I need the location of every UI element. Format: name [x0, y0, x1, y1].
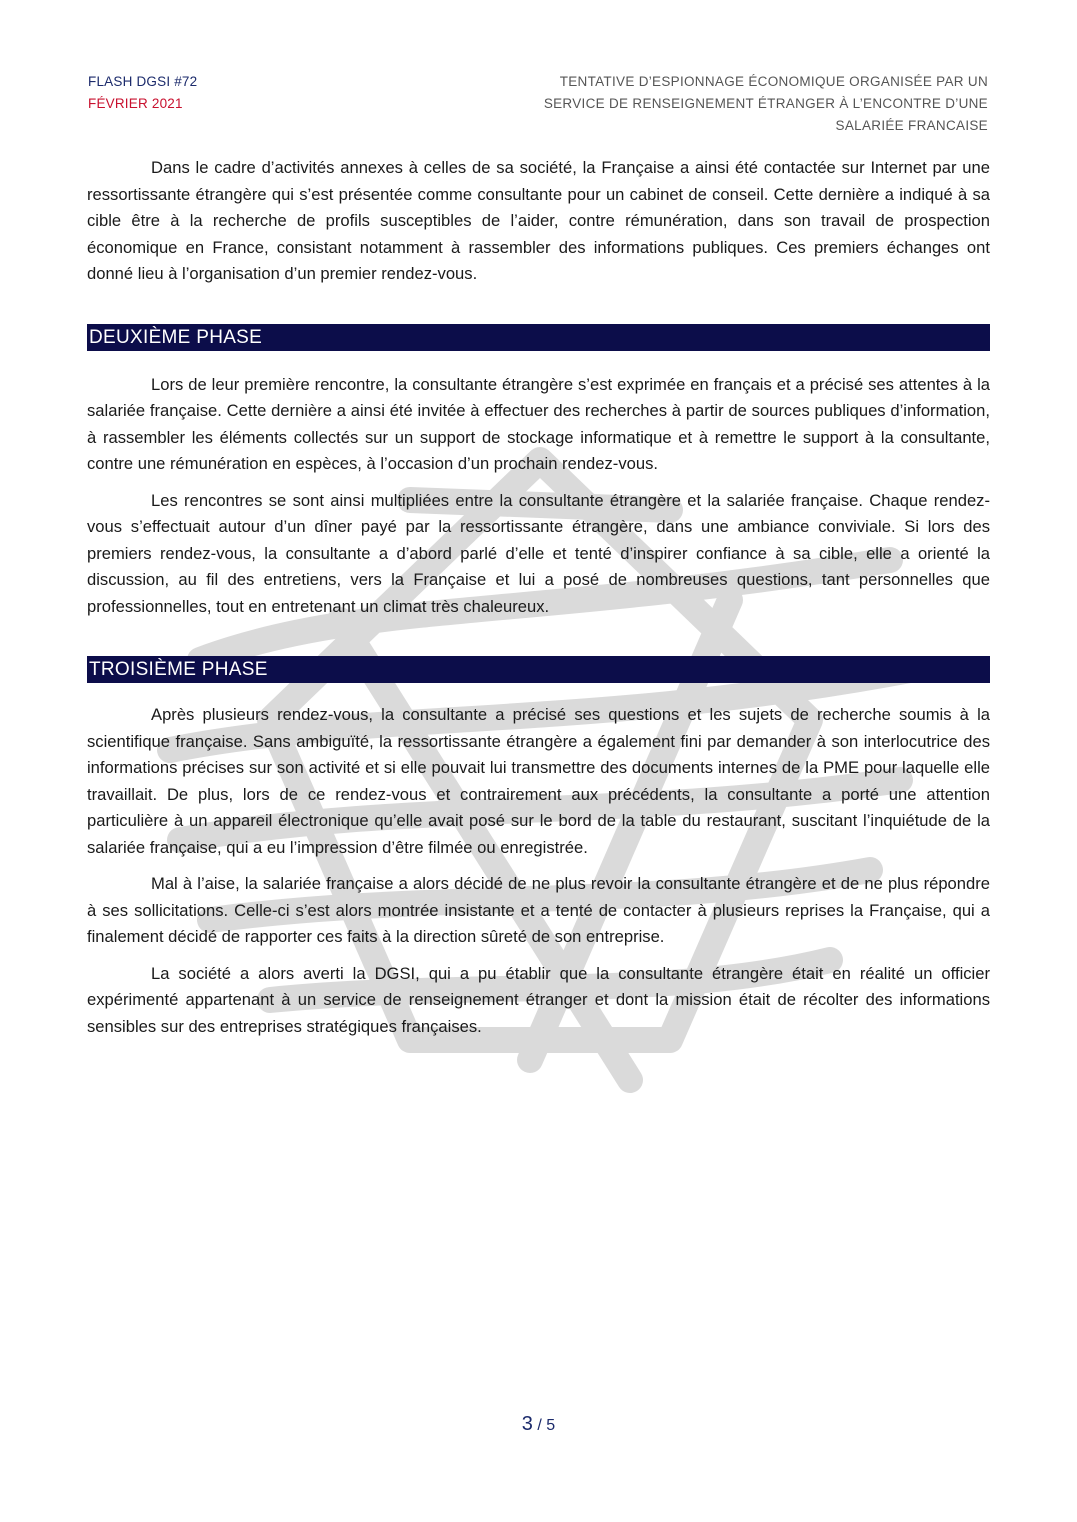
issue-number: FLASH DGSI #72 — [88, 74, 198, 89]
current-page-number: 3 — [521, 1413, 533, 1435]
document-title-line: TENTATIVE D’ESPIONNAGE ÉCONOMIQUE ORGANISÉE PAR UN — [559, 74, 988, 89]
body-paragraph: Mal à l’aise, la salariée française a alors décidé de ne plus revoir la consultante étrangère et de ne plus répondre à ses sollicitations. Celle-ci s’est alors montrée insistante et a tenté de contacter à plusieurs reprises la Française, qui a finalement décidé de rapporter ces faits à la direction sûreté de son entreprise. — [87, 874, 990, 946]
page-number — [0, 1413, 1077, 1436]
header-issue-block — [88, 71, 197, 115]
section-heading-phase-3: TROISIÈME PHASE — [87, 656, 990, 683]
body-paragraph: La société a alors averti la DGSI, qui a pu établir que la consultante étrangère était en réalité un officier expérimenté appartenant à un service de renseignement étranger et dont la mission était de récolter des informations sensibles sur des entreprises stratégiques françaises. — [87, 963, 990, 1036]
page-separator: / — [537, 1417, 542, 1434]
document-title-line: SALARIÉE FRANCAISE — [835, 118, 988, 133]
document-body — [87, 155, 990, 1040]
issue-date: FÉVRIER 2021 — [88, 96, 183, 111]
section-heading-phase-2: DEUXIÈME PHASE — [87, 324, 990, 351]
total-pages: 5 — [546, 1417, 556, 1434]
document-title-line: SERVICE DE RENSEIGNEMENT ÉTRANGER À L’ENCONTRE D’UNE — [543, 96, 988, 111]
body-paragraph: Dans le cadre d’activités annexes à celles de sa société, la Française a ainsi été contactée sur Internet par une ressortissante étrangère qui s’est présentée comme consultante pour un cabinet de conseil. Cette dernière a indiqué à sa cible être à la recherche de profils susceptibles de l’aider, contre rémunération, dans son travail de prospection économique en France, consistant notamment à rassembler des informations publiques. Ces premiers échanges ont donné lieu à l’organisation d’un premier rendez-vous. — [87, 158, 990, 283]
body-paragraph: Après plusieurs rendez-vous, la consultante a précisé ses questions et les sujets de recherche soumis à la scientifique française. Sans ambiguïté, la ressortissante étrangère a également fini par demander à son interlocutrice des informations précises sur son activité et si elle pouvait lui transmettre des documents internes de la PME pour laquelle elle travaillait. De plus, lors de ce rendez-vous et contrairement aux précédents, la consultante a porté une attention particulière à un appareil électronique qu’elle avait posé sur le bord de la table du restaurant, suscitant l’inquiétude de la salariée française, qui a eu l’impression d’être filmée ou enregistrée. — [87, 705, 990, 857]
body-paragraph: Lors de leur première rencontre, la consultante étrangère s’est exprimée en français et a précisé ses attentes à la salariée française. Cette dernière a ainsi été invitée à effectuer des recherches à partir de sources publiques d’information, à rassembler les éléments collectés sur un support de stockage informatique et à remettre le support à la consultante, contre une rémunération en espèces, à l’occasion d’un prochain rendez-vous. — [87, 374, 990, 473]
body-paragraph: Les rencontres se sont ainsi multipliées entre la consultante étrangère et la salariée française. Chaque rendez-vous s’effectuait autour d’un dîner payé par la ressortissante étrangère, dans une ambiance conviviale. Si lors des premiers rendez-vous, la consultante a d’abord parlé d’elle et tenté d’inspirer confiance à sa cible, elle a orienté la discussion, au fil des entretiens, vers la Française et lui a posé de nombreuses questions, tant personnelles que professionnelles, tout en entretenant un climat très chaleureux. — [87, 490, 990, 616]
document-title — [508, 71, 988, 137]
